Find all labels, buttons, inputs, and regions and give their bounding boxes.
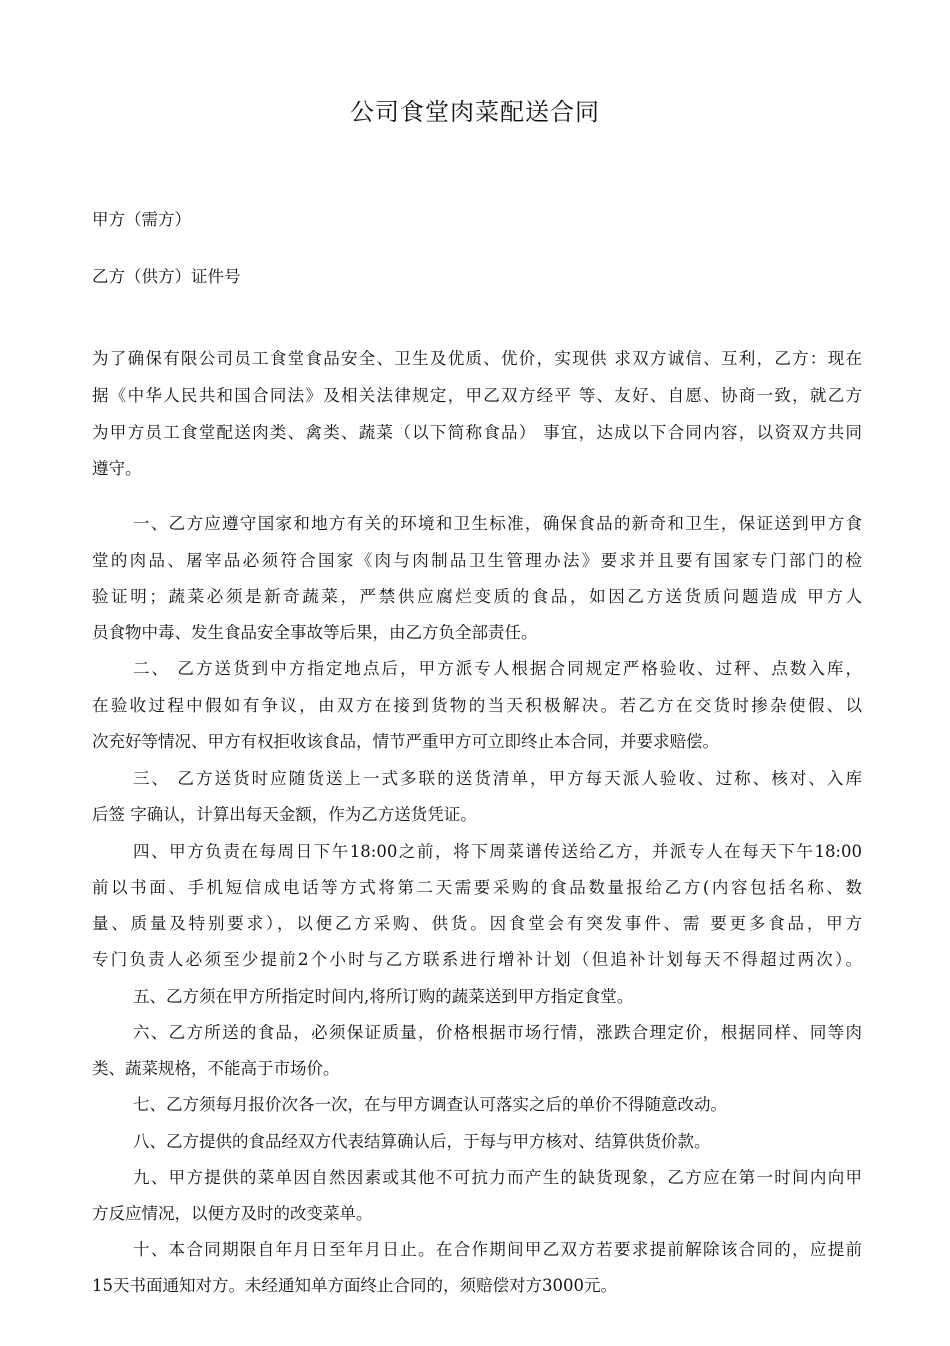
clause-2-line: 二、 乙方送货到中方指定地点后，甲方派专人根据合同规定严格验收、过秤、点数入库， [133,659,862,678]
party-a-line: 甲方（需方） [92,210,191,229]
preamble-line: 为甲方员工食堂配送肉类、禽类、蔬菜（以下简称食品） 事宜，达成以下合同内容，以资双方共同 [92,423,862,442]
clause-2-line: 在验收过程中假如有争议，由双方在接到货物的当天积极解决。若乙方在交货时掺杂使假、以 [92,696,862,715]
clause-1-line: 验证明；蔬菜必须是新奇蔬菜，严禁供应腐烂变质的食品，如因乙方送货质问题造成 甲方人 [92,587,862,606]
clause-4-line: 四、甲方负责在每周日下午18:00之前，将下周菜谱传送给乙方，并派专人在每天下午18:00 [133,842,862,861]
clause-3-line: 三、 乙方送货时应随货送上一式多联的送货清单，甲方每天派人验收、过称、核对、入库 [133,769,862,788]
clause-4-line: 专门负责人必须至少提前2个小时与乙方联系进行增补计划（但追补计划每天不得超过两次）。 [92,950,862,969]
clause-4-line: 前以书面、手机短信成电话等方式将第二天需要采购的食品数量报给乙方(内容包括名称、数 [92,878,862,897]
clause-10-line: 十、本合同期限自年月日至年月日止。在合作期间甲乙双方若要求提前解除该合同的，应提前 [133,1240,862,1259]
clause-9-line: 九、甲方提供的菜单因自然因素或其他不可抗力而产生的缺货现象，乙方应在第一时间内向甲 [133,1168,862,1187]
clause-2-line: 次充好等情况、甲方有权拒收该食品，情节严重甲方可立即终止本合同，并要求赔偿。 [92,732,719,751]
document-title: 公司食堂肉菜配送合同 [350,98,600,126]
clause-6-line: 类、蔬菜规格，不能高于市场价。 [92,1059,340,1078]
clause-8-line: 八、乙方提供的食品经双方代表结算确认后，于每与甲方核对、结算供货价款。 [133,1132,711,1151]
clause-10-line: 15天书面通知对方。未经通知单方面终止合同的，须赔偿对方3000元。 [92,1276,617,1295]
clause-7-line: 七、乙方须每月报价次各一次，在与甲方调查认可落实之后的单价不得随意改动。 [133,1095,727,1114]
clause-1-line: 一、乙方应遵守国家和地方有关的环境和卫生标准，确保食品的新奇和卫生，保证送到甲方食 [133,514,862,533]
clause-1-line: 堂的肉品、屠宰品必须符合国家《肉与肉制品卫生管理办法》要求并且要有国家专门部门的检 [92,551,862,570]
preamble-line: 为了确保有限公司员工食堂食品安全、卫生及优质、优价，实现供 求双方诚信、互利，乙方：现在 [92,349,862,368]
preamble-line: 遵守。 [92,459,142,478]
clause-4-line: 量、质量及特别要求），以便乙方采购、供货。因食堂会有突发事件、需 要更多食品，甲方 [92,914,862,933]
clause-5-line: 五、乙方须在甲方所指定时间内,将所订购的蔬菜送到甲方指定食堂。 [133,987,634,1006]
clause-9-line: 方反应情况，以便方及时的改变菜单。 [92,1204,373,1223]
party-b-line: 乙方（供方）证件号 [92,267,241,286]
clause-3-line: 后签 字确认，计算出每天金额，作为乙方送货凭证。 [92,805,477,824]
preamble-line: 据《中华人民共和国合同法》及相关法律规定，甲乙双方经平 等、友好、自愿、协商一致，就乙方 [92,386,862,405]
clause-6-line: 六、乙方所送的食品，必须保证质量，价格根据市场行情，涨跌合理定价，根据同样、同等肉 [133,1023,862,1042]
clause-1-line: 员食物中毒、发生食品安全事故等后果，由乙方负全部责任。 [92,623,538,642]
